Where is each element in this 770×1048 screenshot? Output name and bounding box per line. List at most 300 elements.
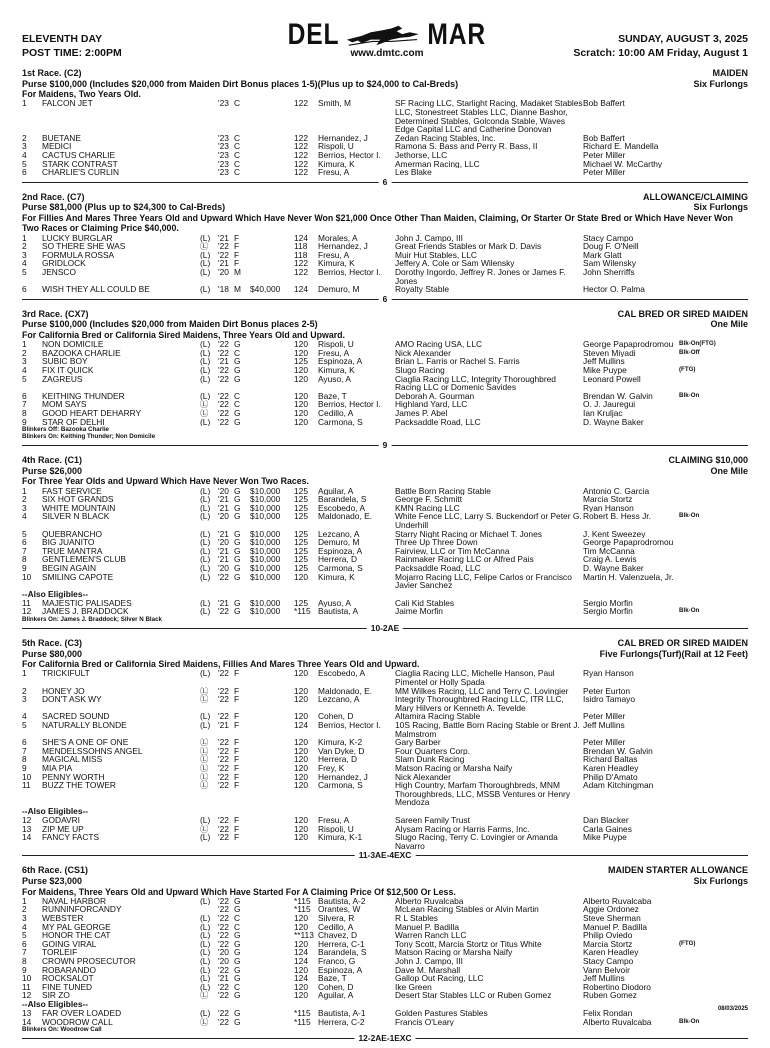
entry-ind: (L)	[200, 965, 211, 975]
entry-trainer: Leonard Powell	[583, 374, 641, 384]
entry-yr: '20	[218, 512, 229, 522]
entry-owner: Desert Star Stables LLC or Ruben Gomez	[395, 991, 552, 1000]
entry-sx: G	[234, 931, 241, 940]
entry-row[interactable]	[22, 168, 748, 177]
entry-sx: G	[234, 546, 241, 556]
field-size-label: 6	[379, 177, 392, 187]
entry-pp: 4	[22, 366, 27, 375]
entry-row[interactable]	[22, 923, 748, 932]
entry-row[interactable]	[22, 340, 748, 349]
entry-row[interactable]	[22, 764, 748, 773]
entry-owner: Slugo Racing, Terry C. Lovingier or Amanda Navarro	[395, 833, 558, 851]
entry-row[interactable]	[22, 1018, 748, 1027]
entry-jockey: Ayuso, A	[318, 598, 351, 608]
entry-claim: $10,000	[250, 529, 281, 539]
entry-ind: Ⓛ	[200, 738, 209, 747]
entry-yr: '18	[218, 285, 229, 294]
entry-claim	[250, 923, 294, 932]
field-size-label: 12-2AE-1EXC	[354, 1033, 415, 1043]
entry-owner: Altamira Racing Stable	[395, 712, 481, 722]
entry-note	[679, 259, 748, 268]
entry-wt: *115	[294, 896, 311, 906]
entry-wt: *115	[294, 905, 311, 915]
entry-trainer: Mike Puype	[583, 833, 627, 843]
entry-sx: F	[234, 712, 240, 722]
entry-claim	[250, 816, 294, 825]
entry-jockey: Escobedo, A	[318, 503, 366, 513]
entry-row[interactable]	[22, 487, 748, 496]
entry-ind	[200, 142, 218, 151]
entry-wt: 120	[294, 965, 308, 975]
race-title: 3rd Race. (CX7)	[22, 308, 89, 319]
entry-wt: 125	[294, 495, 308, 504]
entry-sx: F	[234, 233, 240, 243]
entry-sx: C	[234, 168, 241, 177]
entry-wt: 122	[294, 168, 308, 177]
entry-owner: Packsaddle Road, LLC	[395, 417, 481, 427]
entry-wt: 120	[294, 922, 308, 932]
also-eligibles-heading: --Also Eligibles--	[22, 588, 89, 599]
website-url[interactable]: www.dmtc.com	[350, 48, 424, 59]
entry-trainer: Alberto Ruvalcaba	[583, 896, 652, 906]
entry-pp: 8	[22, 956, 27, 966]
entry-row[interactable]	[22, 669, 748, 686]
entry-note	[679, 538, 748, 547]
logo-word-left: DEL	[287, 18, 340, 51]
entry-yr: '23	[218, 142, 229, 152]
entry-row[interactable]	[22, 897, 748, 906]
race-purse: Purse $80,000	[22, 648, 83, 659]
entry-claim	[250, 833, 294, 850]
entry-jockey: Cohen, D	[318, 982, 354, 992]
entry-horse: WHITE MOUNTAIN	[42, 503, 116, 513]
entry-row[interactable]	[22, 712, 748, 721]
entry-sx: G	[234, 572, 241, 582]
entry-sx: F	[234, 669, 240, 679]
entry-row[interactable]	[22, 349, 748, 358]
entry-pp: 9	[22, 764, 27, 773]
race-divider	[22, 441, 748, 450]
entry-note	[679, 375, 748, 392]
entry-trainer: J. Kent Sweezey	[583, 529, 646, 539]
entry-horse: BUETANE	[42, 133, 81, 143]
entry-ind: (L)	[200, 833, 211, 843]
entry-horse: TRICKIFULT	[42, 669, 90, 679]
entry-owner: Starry Night Racing or Michael T. Jones	[395, 529, 542, 539]
entry-note: Blk-On	[679, 512, 700, 520]
entry-trainer: Steve Sherman	[583, 914, 641, 923]
entry-row[interactable]	[22, 957, 748, 966]
entry-yr: '22	[218, 833, 229, 843]
entry-jockey: Kimura, K	[318, 572, 355, 582]
entry-row[interactable]	[22, 285, 748, 294]
entry-horse: ZAGREUS	[42, 374, 83, 384]
entry-pp: 13	[22, 1008, 32, 1018]
entry-claim	[250, 957, 294, 966]
entry-ind: (L)	[200, 495, 211, 504]
entry-row[interactable]	[22, 392, 748, 401]
entry-claim	[250, 242, 294, 251]
entry-note	[679, 687, 748, 696]
logo-word-right: MAR	[427, 18, 486, 51]
also-eligibles-table	[22, 599, 748, 616]
entry-owner: Ciaglia Racing LLC, Michelle Hanson, Paul Pimentel or Holly Spada	[395, 669, 555, 687]
entry-yr: '22	[218, 965, 229, 975]
entry-row[interactable]	[22, 773, 748, 782]
race-header	[22, 309, 748, 340]
entry-note: Blk-On(FTG)	[679, 340, 716, 348]
entry-trainer: Richard E. Mandella	[583, 142, 659, 152]
entry-jockey: Demuro, M	[318, 285, 360, 294]
entry-yr: '23	[218, 168, 229, 177]
entry-owner: Ciaglia Racing LLC, Integrity Thoroughbred Racing LLC or Domenic Savides	[395, 374, 556, 392]
entry-row[interactable]	[22, 268, 748, 285]
entry-wt: 125	[294, 486, 308, 496]
entry-yr: '22	[218, 242, 229, 251]
entry-row[interactable]	[22, 504, 748, 513]
entry-yr: '20	[218, 267, 229, 277]
entry-trainer: Philip D'Amato	[583, 772, 638, 782]
entry-yr: '21	[218, 721, 229, 731]
entry-sx: M	[234, 285, 241, 294]
entry-owner: McLean Racing Stables or Alvin Martin	[395, 905, 539, 915]
entry-wt: 120	[294, 572, 308, 582]
entry-trainer: Antonio C. Garcia	[583, 486, 650, 496]
entry-claim	[250, 400, 294, 409]
entry-row[interactable]	[22, 564, 748, 573]
entry-trainer: Jeff Mullins	[583, 721, 625, 731]
entry-yr: '22	[218, 939, 229, 949]
entry-jockey: Cedillo, A	[318, 922, 354, 932]
entry-yr: '21	[218, 529, 229, 539]
entry-yr: '22	[218, 391, 229, 401]
entry-ind: Ⓛ	[200, 242, 209, 251]
entry-note	[679, 966, 748, 975]
entry-row[interactable]	[22, 755, 748, 764]
entry-ind: (L)	[200, 259, 211, 268]
entry-sx: F	[234, 738, 240, 747]
entry-row[interactable]	[22, 599, 748, 608]
entry-wt: 120	[294, 738, 308, 747]
entry-trainer: Bob Baffert	[583, 133, 625, 143]
entry-row[interactable]	[22, 151, 748, 160]
entry-row[interactable]	[22, 375, 748, 392]
entry-trainer: Stacy Campo	[583, 956, 634, 966]
entry-claim	[250, 914, 294, 923]
entry-jockey: Van Dyke, D	[318, 746, 365, 756]
entry-owner: Sareen Family Trust	[395, 815, 470, 825]
entry-row[interactable]	[22, 991, 748, 1000]
entry-row[interactable]	[22, 573, 748, 590]
entry-yr: '22	[218, 815, 229, 825]
entry-claim	[250, 1009, 294, 1018]
blinkers-note: Blinkers On: Keithing Thunder; Non Domicile	[22, 433, 156, 441]
entry-row[interactable]	[22, 816, 748, 825]
entry-trainer: Craig A. Lewis	[583, 555, 637, 565]
entry-owner: Ramona S. Bass and Perry R. Bass, II	[395, 142, 538, 152]
entry-wt: 122	[294, 159, 308, 169]
entry-row[interactable]	[22, 905, 748, 914]
entry-row[interactable]	[22, 234, 748, 243]
entry-owner: High Country, Marfam Thoroughbreds, MNM Thoroughbreds, LLC, MSSB Ventures or Henry Mendoza	[395, 781, 571, 807]
entry-row[interactable]	[22, 781, 748, 807]
entry-wt: 120	[294, 712, 308, 722]
entry-yr: '22	[218, 340, 229, 349]
entry-row[interactable]	[22, 357, 748, 366]
entry-pp: 4	[22, 712, 27, 722]
entry-horse: JAMES J. BRADDOCK	[42, 607, 129, 616]
entry-trainer: Sergio Morfin	[583, 598, 633, 608]
entry-jockey: Maldonado, E.	[318, 512, 373, 522]
entry-row[interactable]	[22, 134, 748, 143]
entry-wt: 120	[294, 764, 308, 773]
entry-trainer: Doug F. O'Neill	[583, 242, 639, 251]
entry-note	[679, 983, 748, 992]
entry-row[interactable]	[22, 547, 748, 556]
entry-row[interactable]	[22, 607, 748, 616]
entry-owner: Jethorse, LLC	[395, 151, 448, 160]
entry-row[interactable]	[22, 1009, 748, 1018]
entry-pp: 5	[22, 267, 27, 277]
entry-yr: '22	[218, 712, 229, 722]
entry-trainer: Alberto Ruvalcaba	[583, 1017, 652, 1027]
entry-claim	[250, 966, 294, 975]
entry-pp: 3	[22, 503, 27, 513]
entry-trainer: Mike Puype	[583, 366, 627, 375]
entry-wt: 125	[294, 512, 308, 522]
entry-claim	[250, 773, 294, 782]
race-title: 2nd Race. (C7)	[22, 191, 85, 202]
entry-trainer: D. Wayne Baker	[583, 564, 644, 573]
entry-note	[679, 285, 748, 294]
entry-ind: Ⓛ	[200, 991, 209, 1000]
entry-ind	[200, 160, 218, 169]
entry-row[interactable]	[22, 948, 748, 957]
entry-claim: $10,000	[250, 607, 281, 616]
entry-row[interactable]	[22, 983, 748, 992]
entry-horse: NON DOMICILE	[42, 340, 104, 349]
race-divider	[22, 178, 748, 187]
entry-owner: Golden Pastures Stables	[395, 1008, 488, 1018]
entry-claim	[250, 721, 294, 738]
entry-yr: '22	[218, 374, 229, 384]
entry-yr: '22	[218, 1017, 229, 1027]
entry-trainer: Bob Baffert	[583, 99, 625, 109]
entry-horse: MIA PIA	[42, 764, 73, 773]
entry-row[interactable]	[22, 833, 748, 850]
entry-note	[679, 747, 748, 756]
entry-pp: 1	[22, 669, 27, 679]
entry-ind: (L)	[200, 922, 211, 932]
entry-claim	[250, 669, 294, 686]
entry-wt: 124	[294, 721, 308, 731]
entry-ind: (L)	[200, 914, 211, 923]
entry-yr: '22	[218, 409, 229, 418]
entry-claim: $40,000	[250, 285, 281, 294]
entry-jockey: Herrera, D	[318, 555, 358, 565]
entry-row[interactable]	[22, 931, 748, 940]
entry-row[interactable]	[22, 555, 748, 564]
entry-yr: '21	[218, 259, 229, 268]
entry-claim	[250, 234, 294, 243]
entry-row[interactable]	[22, 687, 748, 696]
entry-row[interactable]	[22, 974, 748, 983]
entry-row[interactable]	[22, 530, 748, 539]
entries-table	[22, 669, 748, 807]
entry-ind: (L)	[200, 486, 211, 496]
entry-horse: FALCON JET	[42, 99, 93, 109]
entry-row[interactable]	[22, 914, 748, 923]
entry-horse: SO THERE SHE WAS	[42, 242, 126, 251]
entry-note	[679, 268, 748, 285]
entry-note: Blk-On	[679, 391, 700, 399]
entry-pp: 12	[22, 815, 32, 825]
entry-ind: (L)	[200, 529, 211, 539]
race-header	[22, 638, 748, 669]
entry-horse: LUCKY BURGLAR	[42, 233, 113, 243]
entry-wt: 122	[294, 151, 308, 160]
entry-wt: 125	[294, 503, 308, 513]
entry-horse: JENSCO	[42, 267, 76, 277]
entry-pp: 6	[22, 285, 27, 294]
entry-claim	[250, 931, 294, 940]
entry-pp: 7	[22, 400, 27, 409]
entry-owner: Nick Alexander	[395, 348, 451, 358]
entry-yr: '20	[218, 538, 229, 547]
entry-trainer: Brendan W. Galvin	[583, 391, 653, 401]
entry-ind: Ⓛ	[200, 824, 209, 834]
entry-owner: MM Wilkes Racing, LLC and Terry C. Lovingier	[395, 686, 569, 696]
entry-trainer: Richard Baltas	[583, 755, 638, 764]
entry-ind: (L)	[200, 948, 211, 957]
entry-trainer: Dan Blacker	[583, 815, 629, 825]
entry-row[interactable]	[22, 495, 748, 504]
entry-row[interactable]	[22, 695, 748, 712]
entry-row[interactable]	[22, 418, 748, 427]
entry-sx: G	[234, 529, 241, 539]
entry-pp: 4	[22, 151, 27, 160]
entry-owner: Slam Dunk Racing	[395, 755, 465, 764]
footer-date: 08/03/2025	[717, 1006, 748, 1012]
entry-yr: '22	[218, 755, 229, 764]
entry-row[interactable]	[22, 142, 748, 151]
entry-row[interactable]	[22, 400, 748, 409]
entry-note	[679, 99, 748, 133]
entry-trainer: Michael W. McCarthy	[583, 159, 663, 169]
entry-row[interactable]	[22, 940, 748, 949]
entry-claim	[250, 349, 294, 358]
entry-yr: '22	[218, 686, 229, 696]
entries-table	[22, 340, 748, 426]
entry-trainer: Peter Miller	[583, 168, 626, 177]
entry-row[interactable]	[22, 259, 748, 268]
entry-note	[679, 781, 748, 807]
entry-pp: 1	[22, 99, 27, 109]
entry-horse: GENTLEMEN'S CLUB	[42, 555, 126, 565]
entry-yr: '22	[218, 991, 229, 1000]
entry-ind: (L)	[200, 607, 211, 616]
entry-trainer: Isidro Tamayo	[583, 695, 635, 705]
entry-row[interactable]	[22, 409, 748, 418]
race-type: CAL BRED OR SIRED MAIDEN	[617, 308, 748, 319]
entry-horse: SILVER N BLACK	[42, 512, 110, 522]
race-header	[22, 68, 748, 99]
entry-row[interactable]	[22, 538, 748, 547]
entry-yr: '22	[218, 931, 229, 940]
entry-yr: '23	[218, 133, 229, 143]
entry-wt: 118	[294, 250, 308, 260]
entry-ind: Ⓛ	[200, 409, 209, 418]
entry-trainer: Jeff Mullins	[583, 974, 625, 983]
entry-note: (FTG)	[679, 939, 696, 947]
entry-claim	[250, 712, 294, 721]
entry-pp: 7	[22, 948, 27, 957]
entry-yr: '22	[218, 781, 229, 791]
entry-pp: 6	[22, 168, 27, 177]
entry-claim	[250, 168, 294, 177]
entry-horse: MOM SAYS	[42, 400, 87, 409]
entry-jockey: Barandela, S	[318, 495, 367, 504]
race-purse: Purse $26,000	[22, 465, 83, 476]
entry-row[interactable]	[22, 966, 748, 975]
entry-jockey: Rispoli, U	[318, 824, 354, 834]
entry-pp: 1	[22, 896, 27, 906]
entry-owner: Jaime Morfin	[395, 607, 443, 616]
entry-row[interactable]	[22, 738, 748, 747]
entry-trainer: Tim McCanna	[583, 546, 635, 556]
entry-ind	[200, 905, 218, 914]
entry-row[interactable]	[22, 242, 748, 251]
race-conditions: For Fillies And Mares Three Years Old and Upward Which Have Never Won $21,000 Once Other Than Maiden, Claiming, Or Starter Or State Bred or Which Have Never Won Two Races or Claiming Price $40,000.	[22, 213, 733, 234]
entry-sx: C	[234, 133, 241, 143]
entry-claim	[250, 738, 294, 747]
entry-row[interactable]	[22, 251, 748, 260]
del-mar-logo	[282, 18, 492, 52]
entry-jockey: Escobedo, A	[318, 669, 366, 679]
entry-row[interactable]	[22, 825, 748, 834]
entry-row[interactable]	[22, 747, 748, 756]
field-size-label: 9	[379, 440, 392, 450]
entry-horse: CROWN PROSECUTOR	[42, 956, 136, 966]
entry-ind: (L)	[200, 391, 211, 401]
entry-note: (FTG)	[679, 366, 696, 374]
entry-horse: MY PAL GEORGE	[42, 922, 111, 932]
entry-row[interactable]	[22, 99, 748, 133]
race-purse: Purse $100,000 (Includes $20,000 from Maiden Dirt Bonus places 1-5)(Plus up to $24,000 to Cal-Breds)	[22, 78, 459, 89]
entry-row[interactable]	[22, 512, 748, 529]
race-conditions: For Maidens, Two Years Old.	[22, 89, 141, 100]
entry-pp: 7	[22, 546, 27, 556]
entry-pp: 12	[22, 991, 32, 1000]
entry-ind: (L)	[200, 503, 211, 513]
entry-yr: '22	[218, 824, 229, 834]
entry-jockey: Cedillo, A	[318, 409, 354, 418]
entry-owner: Battle Born Racing Stable	[395, 486, 491, 496]
entry-pp: 2	[22, 905, 27, 915]
entry-trainer: Brendan W. Galvin	[583, 746, 653, 756]
entry-row[interactable]	[22, 366, 748, 375]
entry-claim	[250, 905, 294, 914]
entry-owner: Alysam Racing or Harris Farms, Inc.	[395, 824, 530, 834]
race-divider	[22, 1034, 748, 1043]
horse-icon	[345, 22, 421, 48]
entry-sx: F	[234, 686, 240, 696]
entry-row[interactable]	[22, 160, 748, 169]
entry-jockey: Rispoli, U	[318, 340, 354, 349]
entry-row[interactable]	[22, 721, 748, 738]
entry-horse: DON'T ASK WY	[42, 695, 102, 705]
entry-trainer: Peter Miller	[583, 738, 626, 747]
